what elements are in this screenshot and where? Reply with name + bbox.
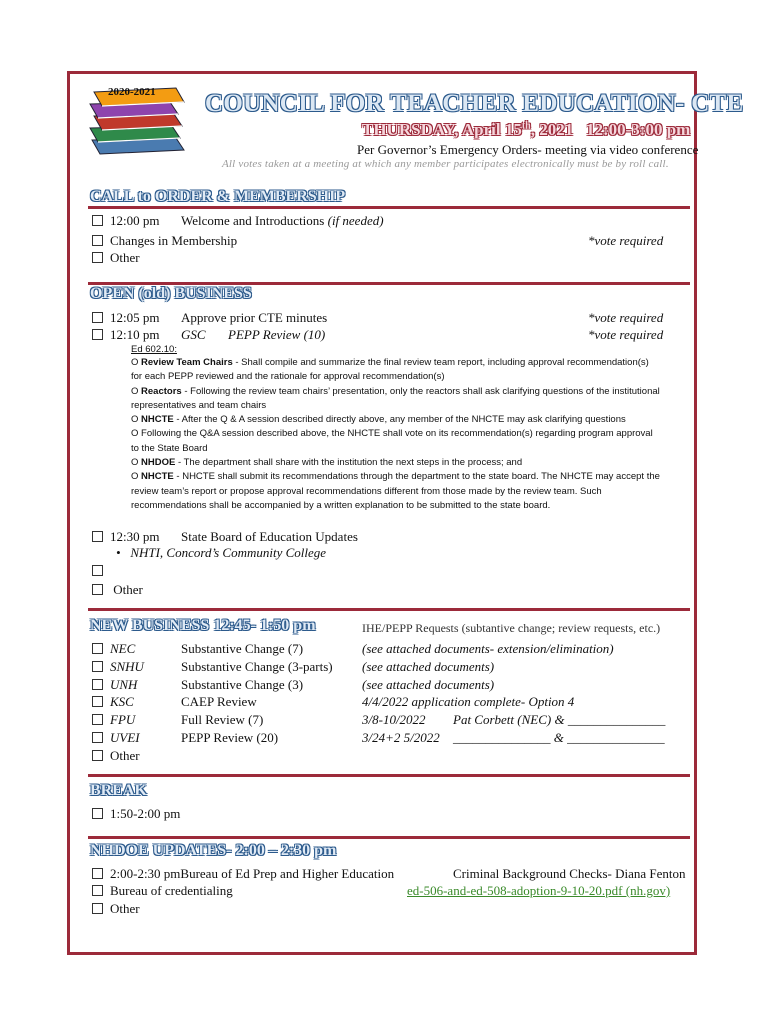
new-business-row: UNH: [92, 677, 137, 693]
page-title: COUNCIL FOR TEACHER EDUCATION- CTE: [205, 90, 744, 117]
agenda-item: Changes in Membership: [92, 233, 237, 249]
checkbox[interactable]: [92, 679, 103, 690]
checkbox[interactable]: [92, 868, 103, 879]
reviewer-assignment: _______________ & _______________: [453, 730, 665, 745]
agenda-item: Other: [92, 582, 143, 598]
agenda-item: Other: [92, 748, 140, 764]
agenda-item: Other: [92, 250, 140, 266]
agenda-item-empty: [92, 563, 110, 579]
agenda-item-text: Approve prior CTE minutes: [181, 310, 328, 325]
rule-list: [131, 356, 661, 513]
rule-item: O NHDOE - The department shall share with the institution the next steps in the process; and: [131, 457, 523, 469]
section-divider: [88, 282, 690, 285]
checkbox[interactable]: [92, 252, 103, 263]
checkbox[interactable]: [92, 885, 103, 896]
rule-item: O Following the Q&A session described above, the NHCTE shall vote on its recommendation(s) regarding program approval to the State Board: [131, 428, 653, 454]
checkbox[interactable]: [92, 565, 103, 576]
new-business-row: KSC: [92, 694, 134, 710]
agenda-item: 12:00 pm: [92, 213, 159, 229]
agenda-item-text: State Board of Education Updates: [181, 529, 358, 544]
request-detail: 3/8-10/2022: [362, 712, 426, 727]
requests-header: IHE/PEPP Requests (subtantive change; review requests, etc.): [362, 621, 661, 635]
agenda-item: 2:00-2:30 pmBureau of Ed Prep and Higher Education: [92, 866, 394, 882]
new-business-row: FPU: [92, 712, 135, 728]
request-detail: 3/24+2 5/2022: [362, 730, 440, 745]
section-heading-break: BREAK: [90, 782, 147, 799]
agenda-item: 12:30 pm: [92, 529, 159, 545]
request-detail: (see attached documents): [362, 659, 495, 674]
section-heading-open-business: OPEN (old) BUSINESS: [90, 285, 252, 302]
checkbox[interactable]: [92, 903, 103, 914]
vote-note: All votes taken at a meeting at which any member participates electronically must be by roll call.: [222, 158, 669, 170]
request-detail: (see attached documents- extension/elimination): [362, 641, 614, 656]
rule-item: O Review Team Chairs - Shall compile and summarize the final review team report, including approval recommendation(s) for each PEPP reviewed and the rationale for approval recommendation(s): [131, 357, 649, 383]
checkbox[interactable]: [92, 714, 103, 725]
checkbox[interactable]: [92, 531, 103, 542]
section-divider: [88, 836, 690, 839]
agenda-item-text: PEPP Review (10): [228, 327, 326, 342]
meeting-date: THURSDAY, April 15th, 2021 12:00-3:00 pm: [362, 120, 691, 139]
new-business-row: UVEI: [92, 730, 140, 746]
bullet-item: • NHTI, Concord’s Community College: [116, 545, 327, 560]
checkbox[interactable]: [92, 584, 103, 595]
request-type: CAEP Review: [181, 694, 257, 709]
checkbox[interactable]: [92, 661, 103, 672]
section-divider: [88, 774, 690, 777]
rule-reference: Ed 602.10:: [131, 344, 177, 355]
agenda-item: 12:05 pm: [92, 310, 159, 326]
request-type: Substantive Change (3-parts): [181, 659, 333, 674]
section-divider: [88, 206, 690, 209]
agenda-item: 1:50-2:00 pm: [92, 806, 180, 822]
agenda-item-org: GSC: [181, 327, 206, 342]
agenda-item-text: Welcome and Introductions (if needed): [181, 213, 384, 228]
section-heading-call-to-order: CALL to ORDER & MEMBERSHIP: [90, 188, 346, 205]
adoption-pdf-link[interactable]: ed-506-and-ed-508-adoption-9-10-20.pdf (nh.gov): [407, 883, 671, 898]
new-business-row: NEC: [92, 641, 135, 657]
checkbox[interactable]: [92, 643, 103, 654]
agenda-item-right: Criminal Background Checks- Diana Fenton: [453, 866, 686, 881]
request-type: Full Review (7): [181, 712, 264, 727]
new-business-row: SNHU: [92, 659, 144, 675]
checkbox[interactable]: [92, 750, 103, 761]
agenda-item: Bureau of credentialing: [92, 883, 233, 899]
checkbox[interactable]: [92, 312, 103, 323]
vote-required-label: *vote required: [588, 310, 664, 325]
checkbox[interactable]: [92, 235, 103, 246]
rule-item: O Reactors - Following the review team chairs’ presentation, only the reactors shall ask clarifying questions of the institutional representatives and team chairs: [131, 385, 660, 411]
agenda-item: 12:10 pm: [92, 327, 159, 343]
agenda-item: Other: [92, 901, 140, 917]
checkbox[interactable]: [92, 329, 103, 340]
vote-required-label: *vote required: [588, 233, 664, 248]
checkbox[interactable]: [92, 808, 103, 819]
section-heading-new-business: NEW BUSINESS 12:45- 1:50 pm: [90, 617, 316, 634]
request-detail: (see attached documents): [362, 677, 495, 692]
request-type: Substantive Change (3): [181, 677, 304, 692]
checkbox[interactable]: [92, 215, 103, 226]
request-type: PEPP Review (20): [181, 730, 279, 745]
checkbox[interactable]: [92, 696, 103, 707]
meeting-mode: Per Governor’s Emergency Orders- meeting via video conference: [357, 142, 699, 157]
section-divider: [88, 608, 690, 611]
rule-item: O NHCTE - After the Q & A session described directly above, any member of the NHCTE may ask clarifying questions: [131, 414, 626, 426]
checkbox[interactable]: [92, 732, 103, 743]
request-detail: 4/4/2022 application complete- Option 4: [362, 694, 575, 709]
rule-item: O NHCTE - NHCTE shall submit its recommendations through the department to the state board. The NHCTE may accept the review team’s report or propose approval recommendations different from those made by the review team. Such recommendations shall be accompanied by a written explanation to be submitted to the state board.: [131, 471, 660, 511]
vote-required-label: *vote required: [588, 327, 664, 342]
section-heading-nhdoe: NHDOE UPDATES- 2:00 – 2:30 pm: [90, 842, 337, 859]
request-type: Substantive Change (7): [181, 641, 304, 656]
reviewer-assignment: Pat Corbett (NEC) & _______________: [453, 712, 666, 727]
year-badge: 2020-2021: [108, 86, 156, 98]
